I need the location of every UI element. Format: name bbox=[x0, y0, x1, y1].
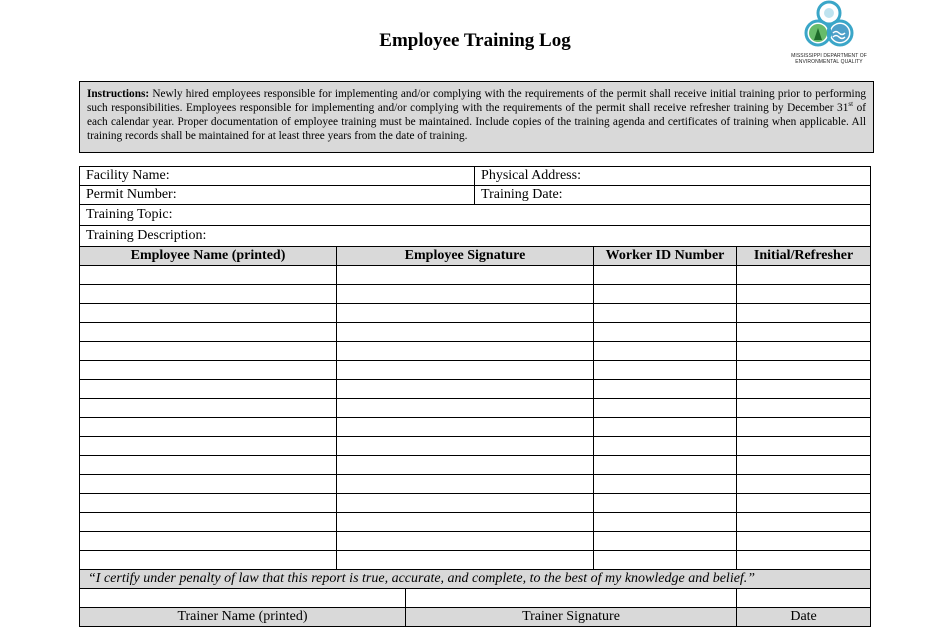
initial-refresher-cell[interactable] bbox=[737, 266, 871, 285]
training-log-table bbox=[79, 166, 871, 627]
initial-refresher-cell[interactable] bbox=[737, 513, 871, 532]
employee-name-cell[interactable] bbox=[80, 266, 337, 285]
initial-refresher-cell[interactable] bbox=[737, 342, 871, 361]
employee-name-cell[interactable] bbox=[80, 380, 337, 399]
column-header-initial-refresher: Initial/Refresher bbox=[737, 247, 871, 266]
trainer-date-input[interactable] bbox=[737, 589, 871, 608]
employee-name-cell[interactable] bbox=[80, 361, 337, 380]
employee-signature-cell[interactable] bbox=[337, 456, 594, 475]
initial-refresher-cell[interactable] bbox=[737, 285, 871, 304]
worker-id-cell[interactable] bbox=[594, 399, 737, 418]
worker-id-cell[interactable] bbox=[594, 456, 737, 475]
table-row bbox=[80, 551, 871, 570]
employee-signature-cell[interactable] bbox=[337, 532, 594, 551]
worker-id-cell[interactable] bbox=[594, 323, 737, 342]
initial-refresher-cell[interactable] bbox=[737, 437, 871, 456]
initial-refresher-cell[interactable] bbox=[737, 551, 871, 570]
worker-id-cell[interactable] bbox=[594, 361, 737, 380]
entry-rows bbox=[80, 266, 871, 570]
employee-signature-cell[interactable] bbox=[337, 361, 594, 380]
initial-refresher-cell[interactable] bbox=[737, 304, 871, 323]
worker-id-cell[interactable] bbox=[594, 380, 737, 399]
worker-id-cell[interactable] bbox=[594, 532, 737, 551]
table-row bbox=[80, 285, 871, 304]
employee-name-cell[interactable] bbox=[80, 304, 337, 323]
worker-id-cell[interactable] bbox=[594, 304, 737, 323]
initial-refresher-cell[interactable] bbox=[737, 399, 871, 418]
employee-signature-cell[interactable] bbox=[337, 494, 594, 513]
employee-signature-cell[interactable] bbox=[337, 342, 594, 361]
employee-name-cell[interactable] bbox=[80, 532, 337, 551]
column-header-worker-id: Worker ID Number bbox=[594, 247, 737, 266]
table-row bbox=[80, 342, 871, 361]
table-row bbox=[80, 266, 871, 285]
employee-name-cell[interactable] bbox=[80, 285, 337, 304]
worker-id-cell[interactable] bbox=[594, 475, 737, 494]
worker-id-cell[interactable] bbox=[594, 418, 737, 437]
trainer-name-label: Trainer Name (printed) bbox=[80, 608, 406, 627]
employee-name-cell[interactable] bbox=[80, 456, 337, 475]
employee-name-cell[interactable] bbox=[80, 551, 337, 570]
worker-id-cell[interactable] bbox=[594, 342, 737, 361]
employee-signature-cell[interactable] bbox=[337, 304, 594, 323]
training-description-field[interactable]: Training Description: bbox=[80, 226, 871, 247]
table-row bbox=[80, 456, 871, 475]
initial-refresher-cell[interactable] bbox=[737, 475, 871, 494]
employee-signature-cell[interactable] bbox=[337, 418, 594, 437]
table-row bbox=[80, 475, 871, 494]
employee-signature-cell[interactable] bbox=[337, 513, 594, 532]
trainer-name-input[interactable] bbox=[80, 589, 406, 608]
employee-name-cell[interactable] bbox=[80, 418, 337, 437]
training-topic-field[interactable]: Training Topic: bbox=[80, 205, 871, 226]
initial-refresher-cell[interactable] bbox=[737, 494, 871, 513]
employee-signature-cell[interactable] bbox=[337, 380, 594, 399]
table-row bbox=[80, 418, 871, 437]
initial-refresher-cell[interactable] bbox=[737, 418, 871, 437]
table-row bbox=[80, 437, 871, 456]
instructions-superscript: st bbox=[848, 100, 854, 109]
certification-statement: “I certify under penalty of law that this report is true, accurate, and complete, to the best of my knowledge and belief.” bbox=[80, 570, 871, 589]
permit-number-field[interactable]: Permit Number: bbox=[80, 186, 475, 205]
table-row bbox=[80, 361, 871, 380]
employee-signature-cell[interactable] bbox=[337, 323, 594, 342]
employee-name-cell[interactable] bbox=[80, 437, 337, 456]
training-date-field[interactable]: Training Date: bbox=[475, 186, 871, 205]
worker-id-cell[interactable] bbox=[594, 266, 737, 285]
instructions-box bbox=[79, 81, 874, 153]
employee-signature-cell[interactable] bbox=[337, 285, 594, 304]
logo-caption: MISSISSIPPI DEPARTMENT OF ENVIRONMENTAL QUALITY bbox=[791, 53, 867, 65]
worker-id-cell[interactable] bbox=[594, 437, 737, 456]
table-row bbox=[80, 494, 871, 513]
employee-signature-cell[interactable] bbox=[337, 475, 594, 494]
column-header-employee-signature: Employee Signature bbox=[337, 247, 594, 266]
page-title: Employee Training Log bbox=[379, 30, 571, 51]
employee-name-cell[interactable] bbox=[80, 323, 337, 342]
employee-name-cell[interactable] bbox=[80, 494, 337, 513]
trainer-signature-input[interactable] bbox=[406, 589, 737, 608]
trainer-signature-label: Trainer Signature bbox=[406, 608, 737, 627]
initial-refresher-cell[interactable] bbox=[737, 323, 871, 342]
worker-id-cell[interactable] bbox=[594, 285, 737, 304]
worker-id-cell[interactable] bbox=[594, 513, 737, 532]
instructions-text-1: Newly hired employees responsible for implementing and/or complying with the requirements of the permit shall receive initial training prior to performing such responsibilities. Employees responsible for implementing and/or complying with the requirements of the permit shall receive refresher training by December 31 bbox=[87, 88, 866, 114]
table-row bbox=[80, 513, 871, 532]
table-row bbox=[80, 532, 871, 551]
employee-signature-cell[interactable] bbox=[337, 266, 594, 285]
employee-name-cell[interactable] bbox=[80, 399, 337, 418]
worker-id-cell[interactable] bbox=[594, 551, 737, 570]
employee-signature-cell[interactable] bbox=[337, 399, 594, 418]
physical-address-field[interactable]: Physical Address: bbox=[475, 167, 871, 186]
table-row bbox=[80, 399, 871, 418]
initial-refresher-cell[interactable] bbox=[737, 532, 871, 551]
instructions-label: Instructions: bbox=[87, 88, 150, 100]
employee-name-cell[interactable] bbox=[80, 475, 337, 494]
facility-name-field[interactable]: Facility Name: bbox=[80, 167, 475, 186]
employee-signature-cell[interactable] bbox=[337, 551, 594, 570]
trainer-date-label: Date bbox=[737, 608, 871, 627]
employee-name-cell[interactable] bbox=[80, 342, 337, 361]
initial-refresher-cell[interactable] bbox=[737, 361, 871, 380]
employee-name-cell[interactable] bbox=[80, 513, 337, 532]
column-header-employee-name: Employee Name (printed) bbox=[80, 247, 337, 266]
table-row bbox=[80, 380, 871, 399]
initial-refresher-cell[interactable] bbox=[737, 380, 871, 399]
instructions-text-2: of each calendar year. Proper documentation of employee training must be maintained. Include copies of the training agenda and certificates of training when applicable. All training records shall be maintained for at least three years from the date of training. bbox=[87, 102, 866, 142]
table-row bbox=[80, 304, 871, 323]
table-row bbox=[80, 323, 871, 342]
initial-refresher-cell[interactable] bbox=[737, 456, 871, 475]
employee-signature-cell[interactable] bbox=[337, 437, 594, 456]
worker-id-cell[interactable] bbox=[594, 494, 737, 513]
